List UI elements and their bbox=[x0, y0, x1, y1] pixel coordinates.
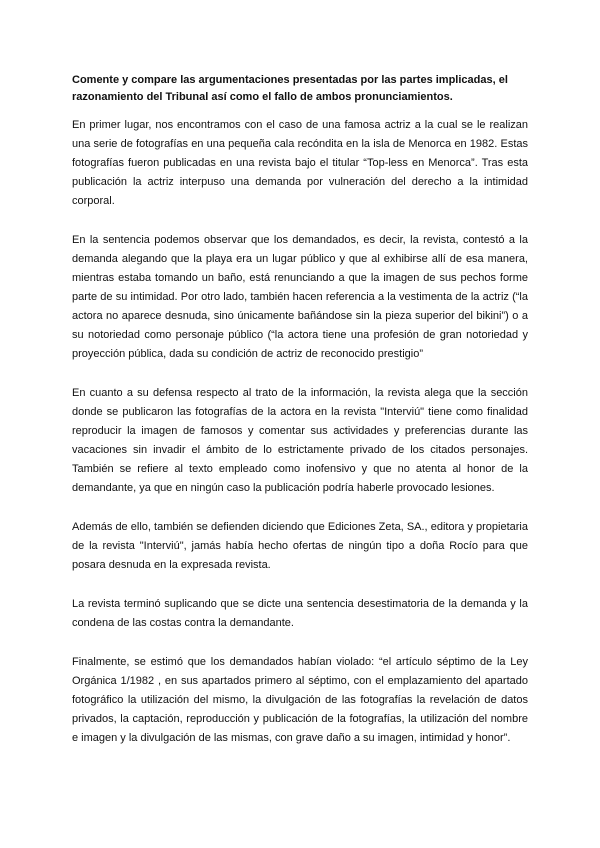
document-heading: Comente y compare las argumentaciones presentadas por las partes implicadas, el razonamiento del Tribunal así como el fallo de ambos pronunciamientos. bbox=[72, 74, 508, 103]
paragraph-information-treatment: En cuanto a su defensa respecto al trato de la información, la revista alega que la sección donde se publicaron las fotografías de la actora en la revista "Interviú" tiene como finalidad reproducir la imagen de famosos y comentar sus actividades y preferencias durante las vacaciones sin invadir el ámbito de lo estrictamente privado de los citados personajes. También se refiere al texto empleado como inofensivo y que no atenta al honor de la demandante, ya que en ningún caso la publicación podría haberle provocado lesiones. bbox=[72, 387, 528, 494]
paragraph-publisher-defense: Además de ello, también se defienden diciendo que Ediciones Zeta, SA., editora y propietaria de la revista "Interviú", jamás había hecho ofertas de ningún tipo a doña Rocío para que posara desnuda en la expresada revista. bbox=[72, 521, 528, 571]
document-page bbox=[72, 72, 528, 768]
paragraph-ruling: Finalmente, se estimó que los demandados habían violado: “el artículo séptimo de la Ley Orgánica 1/1982 , en sus apartados primero al séptimo, con el emplazamiento del apartado fotográfico la utilización del mismo, la divulgación de las fotografías la revelación de datos privados, la captación, reproducción y publicación de la fotografías, la utilización del nombre e imagen y la divulgación de las mismas, con grave daño a su imagen, intimidad y honor”. bbox=[72, 656, 528, 744]
paragraph-defense-arguments: En la sentencia podemos observar que los demandados, es decir, la revista, contestó a la demanda alegando que la playa era un lugar público y que al exhibirse allí de esa manera, mientras estaba tomando un baño, está renunciando a que la imagen de sus pechos forme parte de su intimidad. Por otro lado, también hacen referencia a la vestimenta de la actriz (“la actora no aparece desnuda, sino únicamente bañándose sin la pieza superior del bikini”) o a su notoriedad como personaje público (“la actora tiene una profesión de gran notoriedad y proyección pública, dada su condición de actriz de reconocido prestigio” bbox=[72, 234, 528, 360]
paragraph-plea: La revista terminó suplicando que se dicte una sentencia desestimatoria de la demanda y la condena de las costas contra la demandante. bbox=[72, 598, 528, 629]
paragraph-intro: En primer lugar, nos encontramos con el caso de una famosa actriz a la cual se le realizan una serie de fotografías en una pequeña cala recóndita en la isla de Menorca en 1982. Estas fotografías fueron publicadas en una revista bajo el titular “Top-less en Menorca”. Tras esta publicación la actriz interpuso una demanda por vulneración del derecho a la intimidad corporal. bbox=[72, 119, 528, 207]
